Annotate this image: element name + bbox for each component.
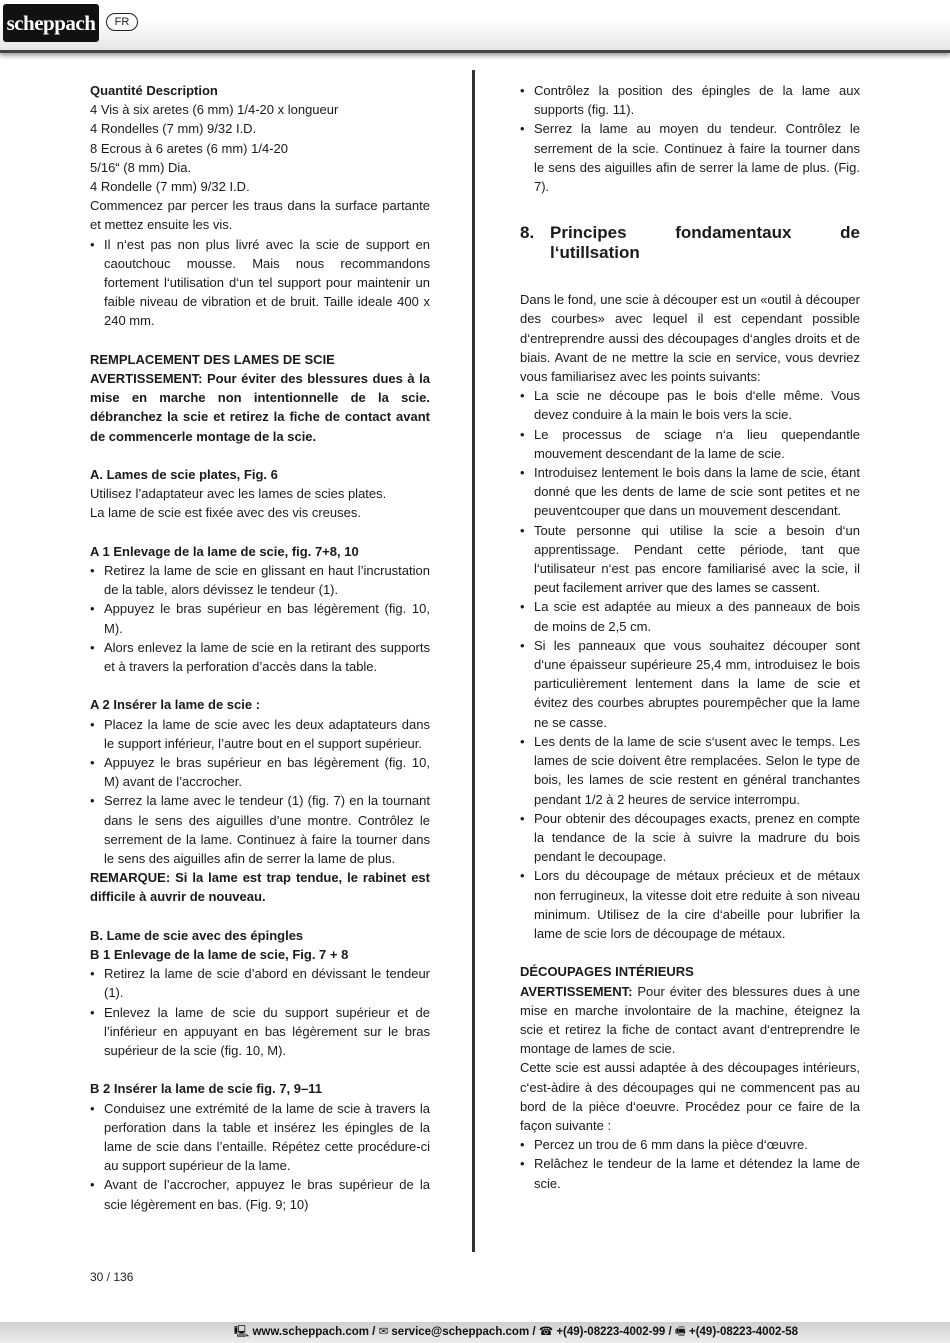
- envelope-icon: ✉: [378, 1326, 389, 1338]
- quantity-line: 4 Vis à six aretes (6 mm) 1/4-20 x longueur: [90, 102, 339, 118]
- column-divider: [472, 70, 475, 1252]
- section-a-text: Utilisez l’adaptateur avec les lames de scies plates.: [90, 486, 387, 502]
- scheppach-logo: scheppach: [3, 4, 99, 42]
- interior-list: [520, 1135, 860, 1193]
- list-item: • Conduisez une extrémité de la lame de scie à travers la perforation dans la table et insérez les épingles de la lame de scie dans l’entaille. Répétez cette procédure-ci au support supérieur de la lame.: [90, 1099, 430, 1176]
- replacement-heading: REMPLACEMENT DES LAMES DE SCIE: [90, 351, 335, 367]
- section-a2-heading: A 2 Insérer la lame de scie :: [90, 697, 261, 713]
- top-list: [520, 81, 860, 196]
- drill-text: Commencez par percer les traus dans la surface partante et mettez ensuite les vis.: [90, 198, 430, 233]
- footer-email-link[interactable]: service@scheppach.com: [391, 1326, 530, 1338]
- list-item: • Placez la lame de scie avec les deux adaptateurs dans le support inférieur, l’autre bout en el support supérieur.: [90, 715, 430, 753]
- page-footer: 🖳 www.scheppach.com / ✉ service@scheppach.com / ☎ +(49)-08223-4002-99 / 🖷 +(49)-08223-4002-58: [0, 1322, 950, 1343]
- list-item: • Appuyez le bras supérieur en bas légèrement (fig. 10, M).: [90, 599, 430, 637]
- remark-note: REMARQUE: Si la lame est trap tendue, le rabinet est difficile à auvrir de nouveau.: [90, 870, 430, 905]
- list-item: • Introduisez lentement le bois dans la lame de scie, étant donné que les dents de lame de scie sont petites et ne peuventcouper que dans un mouvement descendant.: [520, 463, 860, 521]
- list-item: • Si les panneaux que vous souhaitez découper sont d‘une épaisseur supérieure 25,4 mm, introduisez le bois particulièrement lentement dans la lame de scie et évitez des courbes abruptes pourempêcher que la lame ne se casse.: [520, 636, 860, 732]
- list-item: • Il n‘est pas non plus livré avec la scie de support en caoutchouc mousse. Mais nous recommandons fortement l‘utilisation d‘un tel support pour maintenir un faible niveau de vibration et de bruit. Taille ideale 400 x 240 mm.: [90, 235, 430, 331]
- quantity-line: 5/16“ (8 mm) Dia.: [90, 159, 192, 175]
- b1-list: [90, 964, 430, 1060]
- section-number: 8.: [520, 223, 535, 243]
- language-badge: FR: [106, 13, 138, 31]
- page-header: [0, 0, 950, 53]
- quantity-heading: Quantité Description: [90, 83, 218, 98]
- interior-warning: [520, 982, 860, 1059]
- list-item: • Percez un trou de 6 mm dans la pièce d‘œuvre.: [520, 1135, 860, 1154]
- quantity-line: 4 Rondelle (7 mm) 9/32 I.D.: [90, 179, 250, 195]
- list-item: • Lors du découpage de métaux précieux et de métaux non ferrugineux, la vitesse doit etre reduite à son niveau minimum. Utilisez de la cire d‘abeille pour lubrifier la lame de scie lors de découpage de métaux.: [520, 866, 860, 943]
- phone-icon: ☎: [538, 1326, 554, 1338]
- list-item: • Relâchez le tendeur de la lame et détendez la lame de scie.: [520, 1154, 860, 1192]
- fax-icon: 🖷: [674, 1326, 686, 1338]
- warning-text: Pour éviter des blessures dues à une mise en marche involontaire de la machine, éteignez la scie et retirez la fiche de contact avant d‘entreprendre le montage de lames de scie.: [520, 983, 860, 1057]
- section-a-text: La lame de scie est fixée avec des vis creuses.: [90, 505, 361, 521]
- page-number: 30 / 136: [90, 1270, 134, 1284]
- footer-website-link[interactable]: www.scheppach.com: [252, 1326, 369, 1338]
- list-item: • Avant de l’accrocher, appuyez le bras supérieur de la scie légèrement en bas. (Fig. 9; 10): [90, 1175, 430, 1213]
- b2-list: [90, 1099, 430, 1214]
- warning-label: AVERTISSEMENT:: [520, 983, 633, 999]
- section-title-text: Principes fondamentaux de l‘utillsation: [550, 223, 860, 263]
- list-item: • Les dents de la lame de scie s‘usent avec le temps. Les lames de scie doivent être remplacées. Selon le type de bois, les lames de scie restent en général tranchantes pendant 1/2 à 2 heures de service interrompu.: [520, 732, 860, 809]
- section-b2-heading: B 2 Insérer la lame de scie fig. 7, 9–11: [90, 1081, 322, 1097]
- list-item: • Pour obtenir des découpages exacts, prenez en compte la tendance de la scie à suivre la madrure du bois pendant le decoupage.: [520, 809, 860, 867]
- footer-phone: +(49)-08223-4002-99: [556, 1326, 666, 1338]
- section-8-title: [520, 223, 860, 263]
- list-item: • Enlevez la lame de scie du support supérieur et de l’inférieur en appuyant en bas légèrement sur le bras supérieur de la scie (fig. 10, M).: [90, 1003, 430, 1061]
- list-item: • La scie est adaptée au mieux a des panneaux de bois de moins de 2,5 cm.: [520, 597, 860, 635]
- footer-fax: +(49)-08223-4002-58: [688, 1326, 798, 1338]
- intro-text: Dans le fond, une scie à découper est un «outil à découper des courbes» avec lequel il est cependant possible d‘entreprendre aussi des découpages d‘angles droits et de biais. Avant de ne mettre la scie en service, vous devriez vous familiarisez avec les points suivants:: [520, 292, 860, 385]
- list-item: • Serrez la lame avec le tendeur (1) (fig. 7) en la tournant dans le sens des aiguilles d’une montre. Contrôlez le serrement de la lame. Continuez à faire la tourner dans le sens des aiguilles afin de serrer la lame de plus.: [90, 791, 430, 868]
- list-item: • Contrôlez la position des épingles de la lame aux supports (fig. 11).: [520, 81, 860, 119]
- list-item: • Retirez la lame de scie en glissant en haut l’incrustation de la table, alors dévissez le tendeur (1).: [90, 561, 430, 599]
- list-item: • Retirez la lame de scie d’abord en dévissant le tendeur (1).: [90, 964, 430, 1002]
- right-column: [520, 81, 860, 1193]
- quantity-line: 8 Ecrous à 6 aretes (6 mm) 1/4-20: [90, 140, 288, 156]
- left-column: [90, 81, 430, 1214]
- section-b1-heading: B 1 Enlevage de la lame de scie, Fig. 7 + 8: [90, 947, 349, 963]
- interior-cuts-heading: DÉCOUPAGES INTÉRIEURS: [520, 964, 694, 980]
- a1-list: [90, 561, 430, 676]
- list-item: • Serrez la lame au moyen du tendeur. Contrôlez le serrement de la scie. Continuez à faire la tourner dans le sens des aiguilles afin de serrer la lame de plus. (Fig. 7).: [520, 119, 860, 196]
- section-b-heading: B. Lame de scie avec des épingles: [90, 927, 304, 943]
- list-item: • Toute personne qui utilise la scie a besoin d‘un apprentissage. Pendant cette période, tant que l‘utilisateur n‘est pas encore familiarisé avec la scie, il peut facilement arriver que des lames se cassent.: [520, 521, 860, 598]
- interior-text: Cette scie est aussi adaptée à des découpages intérieurs, c‘est-àdire à des découpages qui ne commencent pas au bord de la pièce d‘oeuvre. Procédez pour ce faire de la façon suivante :: [520, 1060, 860, 1133]
- a2-list: [90, 715, 430, 869]
- list-item: • Alors enlevez la lame de scie en la retirant des supports et à travers la perforation d’accès dans la table.: [90, 638, 430, 676]
- list-item: • La scie ne découpe pas le bois d‘elle même. Vous devez conduire à la main le bois vers la scie.: [520, 386, 860, 424]
- computer-icon: 🖳: [233, 1326, 250, 1338]
- quantity-line: 4 Rondelles (7 mm) 9/32 I.D.: [90, 121, 257, 137]
- list-item: • Le processus de sciage n‘a lieu quependantle mouvement descendant de la lame de scie.: [520, 425, 860, 463]
- section-a-heading: A. Lames de scie plates, Fig. 6: [90, 467, 278, 483]
- section-a1-heading: A 1 Enlevage de la lame de scie, fig. 7+8, 10: [90, 543, 359, 559]
- drill-list: [90, 235, 430, 331]
- replacement-warning: AVERTISSEMENT: Pour éviter des blessures dues à la mise en marche non intentionnelle de la scie. débranchez la scie et retirez la fiche de contact avant de commencerle montage de la scie.: [90, 371, 430, 444]
- list-item: • Appuyez le bras supérieur en bas légèrement (fig. 10, M) avant de l’accrocher.: [90, 753, 430, 791]
- principles-list: [520, 386, 860, 943]
